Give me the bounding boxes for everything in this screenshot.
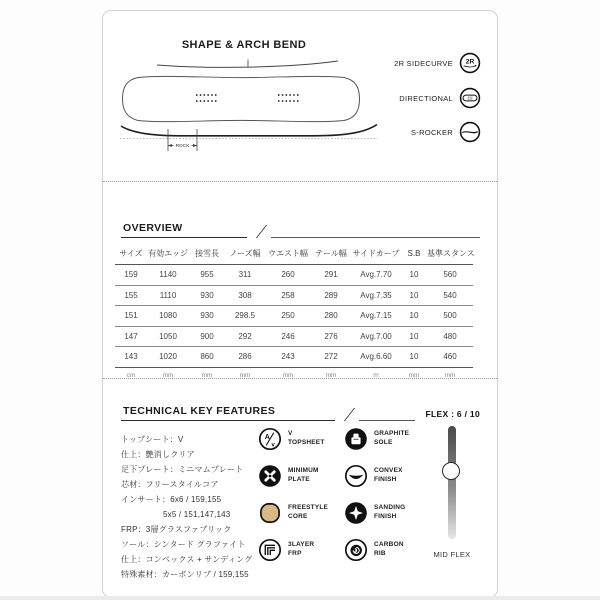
spec-line: ソール：シンタード グラファイト bbox=[121, 540, 246, 549]
overview-section bbox=[103, 181, 497, 379]
feature-label: FREESTYLE CORE bbox=[288, 504, 329, 520]
table-row bbox=[115, 326, 473, 347]
technical-features-section bbox=[103, 378, 497, 597]
unit-cell: mm bbox=[325, 371, 337, 379]
shape-feature-label: S-ROCKER bbox=[411, 127, 453, 137]
feature-v-topsheet bbox=[258, 427, 344, 451]
table-cell: 955 bbox=[189, 265, 225, 286]
table-body bbox=[115, 265, 473, 368]
spec-line: 5x5 / 151,147,143 bbox=[163, 510, 231, 519]
table-cell: 151 bbox=[115, 306, 147, 327]
header-rule bbox=[271, 237, 480, 238]
table-row bbox=[115, 285, 473, 306]
table-cell: 292 bbox=[225, 326, 265, 347]
shape-feature-directional bbox=[399, 87, 481, 109]
feature-label: V TOPSHEET bbox=[288, 430, 325, 446]
3layer-frp-icon bbox=[258, 538, 282, 562]
overview-title: OVERVIEW bbox=[121, 222, 247, 238]
flex-slider bbox=[441, 426, 463, 539]
feature-icon-grid bbox=[258, 420, 430, 568]
column-header: サイズ bbox=[115, 244, 147, 265]
unit-cell: mm bbox=[239, 371, 251, 379]
table-cell: 1050 bbox=[147, 326, 189, 347]
table-cell: 460 bbox=[427, 347, 473, 368]
table-cell: 480 bbox=[427, 326, 473, 347]
s-rocker-icon bbox=[459, 121, 481, 143]
table-row bbox=[115, 347, 473, 368]
table-cell: Avg.7.35 bbox=[351, 285, 401, 306]
shape-feature-s-rocker bbox=[411, 121, 481, 143]
feature-label: 3LAYER FRP bbox=[288, 541, 315, 557]
spec-table bbox=[115, 244, 473, 379]
units-row bbox=[115, 367, 473, 379]
unit-cell: m bbox=[373, 371, 379, 379]
table-cell: 298.5 bbox=[225, 306, 265, 327]
table-cell: 1080 bbox=[147, 306, 189, 327]
table-cell: 308 bbox=[225, 285, 265, 306]
sanding-finish-icon bbox=[344, 501, 368, 525]
graphite-sole-icon bbox=[344, 427, 368, 451]
freestyle-core-icon bbox=[258, 501, 282, 525]
feature-freestyle-core bbox=[258, 501, 344, 525]
flex-slider-track bbox=[448, 426, 456, 539]
table-cell: 250 bbox=[265, 306, 311, 327]
unit-cell: mm bbox=[162, 371, 174, 379]
table-row bbox=[115, 265, 473, 286]
svg-text:A: A bbox=[264, 433, 270, 441]
spec-line: トップシート：V bbox=[121, 435, 184, 444]
column-header: ウエスト幅 bbox=[265, 244, 311, 265]
table-cell: Avg.7.00 bbox=[351, 326, 401, 347]
spec-line: インサート：6x6 / 159,155 bbox=[121, 495, 222, 504]
column-header: 接雪長 bbox=[189, 244, 225, 265]
feature-label: CONVEX FINISH bbox=[374, 467, 403, 483]
table-cell: 10 bbox=[401, 285, 427, 306]
column-header: テール幅 bbox=[311, 244, 351, 265]
rock-dimension-label: ROCK bbox=[175, 144, 190, 149]
table-cell: 900 bbox=[189, 326, 225, 347]
svg-text:2R: 2R bbox=[465, 58, 475, 66]
unit-cell: mm bbox=[282, 371, 294, 379]
shape-section-title: SHAPE & ARCH BEND bbox=[181, 39, 307, 51]
snowboard-diagram bbox=[118, 55, 380, 167]
feature-sanding-finish bbox=[344, 501, 430, 525]
mid-flex-label: MID FLEX bbox=[433, 550, 471, 559]
feature-label: SANDING FINISH bbox=[374, 504, 406, 520]
table-cell: 1110 bbox=[147, 285, 189, 306]
table-cell: 272 bbox=[311, 347, 351, 368]
unit-cell: mm bbox=[444, 371, 456, 379]
table-cell: 311 bbox=[225, 265, 265, 286]
flex-slider-knob bbox=[442, 462, 460, 480]
table-cell: 286 bbox=[225, 347, 265, 368]
spec-list bbox=[121, 432, 252, 582]
unit-cell: mm bbox=[201, 371, 213, 379]
table-cell: 1020 bbox=[147, 347, 189, 368]
unit-cell: cm bbox=[126, 371, 136, 379]
table-row bbox=[115, 306, 473, 327]
minimum-plate-icon bbox=[258, 464, 282, 488]
table-cell: 291 bbox=[311, 265, 351, 286]
table-foot bbox=[115, 367, 473, 379]
shape-arch-bend-section bbox=[103, 11, 497, 181]
spec-sheet-card bbox=[102, 10, 498, 598]
spec-line: 仕上：コンベックス + サンディング bbox=[121, 555, 253, 564]
table-cell: 930 bbox=[189, 285, 225, 306]
table-cell: 860 bbox=[189, 347, 225, 368]
overview-header bbox=[121, 222, 480, 238]
shape-feature-label: DIRECTIONAL bbox=[399, 93, 453, 103]
column-header: S.B bbox=[401, 244, 427, 265]
table-cell: 289 bbox=[311, 285, 351, 306]
page-bottom-edge bbox=[0, 596, 600, 600]
table-cell: 10 bbox=[401, 265, 427, 286]
table-cell: 930 bbox=[189, 306, 225, 327]
column-header: 基準スタンス bbox=[427, 244, 473, 265]
table-cell: Avg.7.70 bbox=[351, 265, 401, 286]
spec-line: 特殊素材：カーボンリブ / 159,155 bbox=[121, 570, 249, 579]
table-cell: 246 bbox=[265, 326, 311, 347]
convex-finish-icon bbox=[344, 464, 368, 488]
svg-text:v: v bbox=[271, 442, 275, 449]
feature-3layer-frp bbox=[258, 538, 344, 562]
shape-feature-2r-sidecurve bbox=[394, 52, 481, 74]
table-cell: 147 bbox=[115, 326, 147, 347]
table-cell: 155 bbox=[115, 285, 147, 306]
table-cell: Avg.6.60 bbox=[351, 347, 401, 368]
feature-label: CARBON RIB bbox=[374, 541, 404, 557]
2r-sidecurve-icon bbox=[459, 52, 481, 74]
slash-decoration bbox=[247, 225, 267, 238]
carbon-rib-icon bbox=[344, 538, 368, 562]
flex-rating-label: FLEX : 6 / 10 bbox=[425, 409, 480, 419]
column-header: 有効エッジ bbox=[147, 244, 189, 265]
feature-label: MINIMUM PLATE bbox=[288, 467, 319, 483]
table-cell: 10 bbox=[401, 306, 427, 327]
v-topsheet-icon bbox=[258, 427, 282, 451]
table-cell: 500 bbox=[427, 306, 473, 327]
feature-minimum-plate bbox=[258, 464, 344, 488]
column-header: サイドカーブ bbox=[351, 244, 401, 265]
spec-line: 芯材：フリースタイルコア bbox=[121, 480, 219, 489]
table-cell: 159 bbox=[115, 265, 147, 286]
spec-line: 足下プレート：ミニマムプレート bbox=[121, 465, 244, 474]
shape-feature-label: 2R SIDECURVE bbox=[394, 58, 453, 68]
feature-graphite-sole bbox=[344, 427, 430, 451]
spec-line: 仕上：艶消しクリア bbox=[121, 450, 195, 459]
table-cell: 258 bbox=[265, 285, 311, 306]
technical-title: TECHNICAL KEY FEATURES bbox=[121, 405, 335, 421]
spec-line: FRP：3層グラスファブリック bbox=[121, 525, 232, 534]
table-cell: Avg.7.15 bbox=[351, 306, 401, 327]
table-cell: 1140 bbox=[147, 265, 189, 286]
unit-cell: mm bbox=[408, 371, 420, 379]
table-cell: 10 bbox=[401, 326, 427, 347]
column-header: ノーズ幅 bbox=[225, 244, 265, 265]
feature-convex-finish bbox=[344, 464, 430, 488]
table-cell: 540 bbox=[427, 285, 473, 306]
feature-label: GRAPHITE SOLE bbox=[374, 430, 410, 446]
table-cell: 276 bbox=[311, 326, 351, 347]
table-cell: 280 bbox=[311, 306, 351, 327]
table-cell: 260 bbox=[265, 265, 311, 286]
table-cell: 560 bbox=[427, 265, 473, 286]
technical-header bbox=[121, 405, 480, 421]
table-cell: 10 bbox=[401, 347, 427, 368]
table-head bbox=[115, 244, 473, 265]
table-cell: 143 bbox=[115, 347, 147, 368]
table-cell: 243 bbox=[265, 347, 311, 368]
directional-icon bbox=[459, 87, 481, 109]
